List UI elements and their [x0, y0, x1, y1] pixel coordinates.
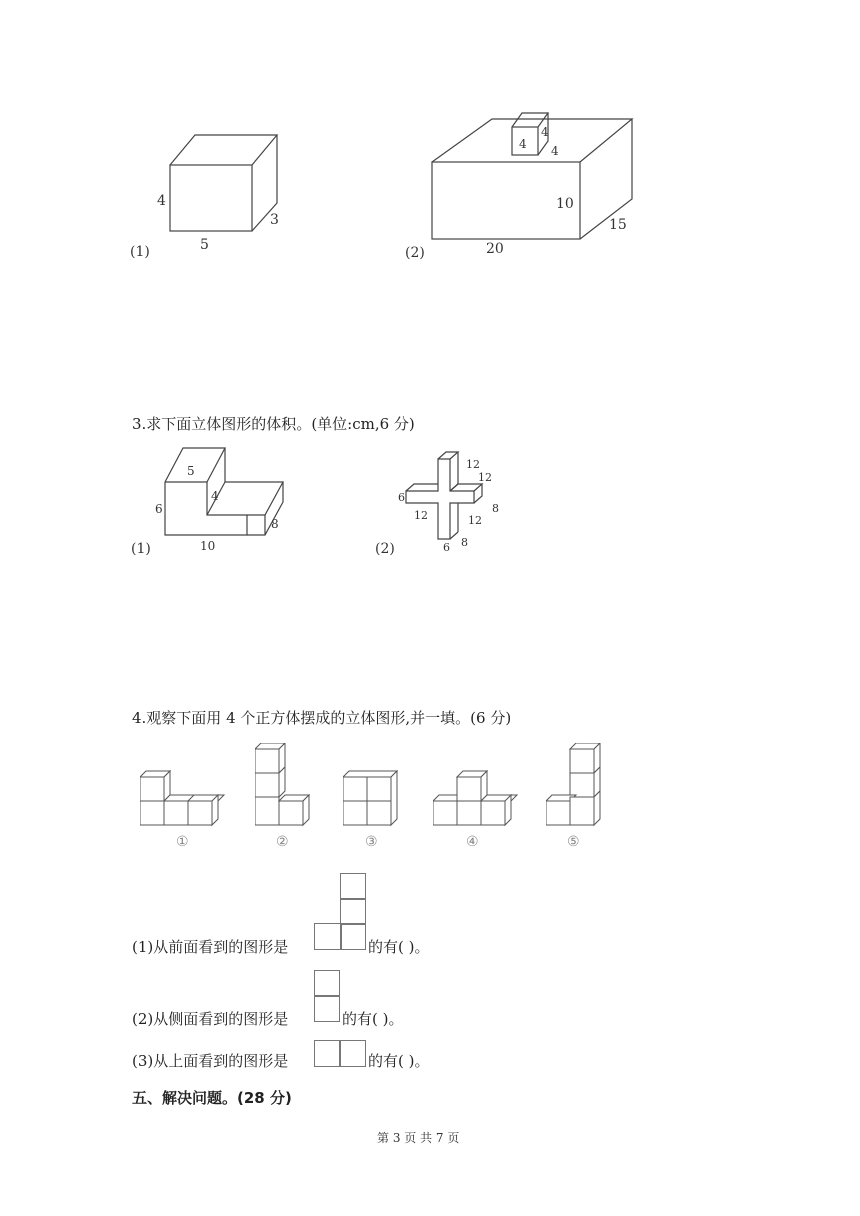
- shape-label-5: ⑤: [567, 834, 580, 850]
- dim-f: 12: [468, 514, 482, 527]
- cube-dim-3: 4: [551, 144, 559, 158]
- question-4-item-1-prefix: (1)从前面看到的图形是: [132, 938, 289, 956]
- dim-d: 8: [492, 502, 499, 515]
- question-3-title: 3.求下面立体图形的体积。(单位:cm,6 分): [132, 415, 415, 433]
- question-4-item-1-suffix: 的有( )。: [368, 938, 430, 956]
- dim-g: 6: [443, 541, 450, 554]
- dim-b: 12: [478, 471, 492, 484]
- cube-arrangement-2: [255, 743, 315, 833]
- cube-arrangement-3: [343, 765, 403, 830]
- top-view-diagram: [314, 1040, 366, 1067]
- dim-depth: 15: [609, 217, 627, 233]
- figure-label: (1): [130, 244, 150, 260]
- dim-height: 4: [157, 193, 166, 209]
- cuboid-figure-2: [400, 105, 650, 270]
- dim-depth: 8: [271, 517, 279, 531]
- question-4-item-2-suffix: 的有( )。: [342, 1010, 404, 1028]
- question-4-item-3-prefix: (3)从上面看到的图形是: [132, 1052, 289, 1070]
- dim-h: 8: [461, 536, 468, 549]
- dim-step: 4: [211, 489, 219, 503]
- dim-e: 12: [414, 509, 428, 522]
- dim-height: 10: [556, 196, 574, 212]
- cube-arrangement-4: [433, 765, 523, 830]
- question-4-item-2-prefix: (2)从侧面看到的图形是: [132, 1010, 289, 1028]
- dim-depth: 3: [270, 212, 279, 228]
- front-view-diagram: [314, 873, 366, 951]
- shape-label-3: ③: [365, 834, 378, 850]
- cube-arrangement-5: [546, 743, 606, 833]
- section-5-title: 五、解决问题。(28 分): [132, 1089, 292, 1107]
- shape-label-1: ①: [176, 834, 189, 850]
- cube-arrangement-1: [140, 765, 230, 830]
- figure-label: (2): [405, 245, 425, 261]
- cube-dim-1: 4: [519, 137, 527, 151]
- l-shaped-solid-figure: [125, 440, 300, 560]
- page-footer: 第 3 页 共 7 页: [377, 1131, 460, 1145]
- cross-shaped-solid-figure: [370, 447, 520, 562]
- cuboid-figure-1: [125, 125, 295, 265]
- dim-length: 10: [200, 539, 216, 553]
- dim-height: 6: [155, 502, 163, 516]
- side-view-diagram: [314, 970, 340, 1022]
- cube-dim-2: 4: [541, 125, 549, 139]
- shape-label-4: ④: [466, 834, 479, 850]
- dim-length: 20: [486, 241, 504, 257]
- dim-length: 5: [200, 237, 209, 253]
- figure-label: (1): [131, 541, 151, 557]
- question-4-title: 4.观察下面用 4 个正方体摆成的立体图形,并一填。(6 分): [132, 709, 512, 727]
- question-4-item-3-suffix: 的有( )。: [368, 1052, 430, 1070]
- figure-label: (2): [375, 541, 395, 557]
- dim-top: 5: [187, 464, 195, 478]
- dim-c: 6: [398, 491, 405, 504]
- shape-label-2: ②: [276, 834, 289, 850]
- dim-a: 12: [466, 458, 480, 471]
